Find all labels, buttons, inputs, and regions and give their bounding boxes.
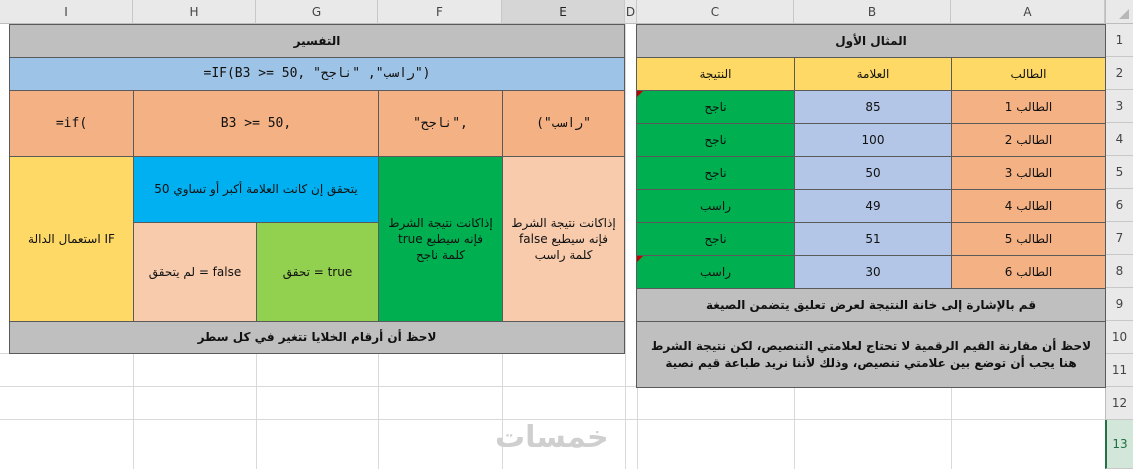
part-false-value[interactable]: ("راسب" <box>502 90 625 157</box>
row-header-7[interactable]: 7 <box>1105 222 1133 255</box>
student-cell[interactable]: الطالب 4 <box>951 189 1106 223</box>
column-header-i[interactable]: I <box>0 0 133 24</box>
result-cell[interactable]: ناجح <box>636 90 795 124</box>
result-cell[interactable]: ناجح <box>636 123 795 157</box>
row-header-1[interactable]: 1 <box>1105 24 1133 57</box>
header-grade[interactable]: العلامة <box>794 57 952 91</box>
explain-not-met[interactable]: لم يتحقق = false <box>133 222 257 322</box>
student-cell[interactable]: الطالب 1 <box>951 90 1106 124</box>
row-header-10[interactable]: 10 <box>1105 321 1133 354</box>
column-header-e[interactable]: E <box>502 0 625 24</box>
grade-cell[interactable]: 30 <box>794 255 952 289</box>
header-student[interactable]: الطالب <box>951 57 1106 91</box>
explanation-title[interactable]: التفسير <box>9 24 625 58</box>
column-header-f[interactable]: F <box>378 0 502 24</box>
column-header-d[interactable]: D <box>625 0 637 24</box>
row-header-2[interactable]: 2 <box>1105 57 1133 90</box>
note-cell-numbers[interactable]: لاحظ أن أرقام الخلايا تتغير في كل سطر <box>9 321 625 354</box>
column-header-h[interactable]: H <box>133 0 256 24</box>
row-header-12[interactable]: 12 <box>1105 387 1133 420</box>
part-if[interactable]: =if( <box>9 90 134 157</box>
select-all-corner[interactable] <box>1105 0 1133 24</box>
example-title[interactable]: المثال الأول <box>636 24 1106 58</box>
student-cell[interactable]: الطالب 6 <box>951 255 1106 289</box>
grade-cell[interactable]: 49 <box>794 189 952 223</box>
student-cell[interactable]: الطالب 2 <box>951 123 1106 157</box>
result-cell[interactable]: راسب <box>636 189 795 223</box>
row-header-4[interactable]: 4 <box>1105 123 1133 156</box>
grade-cell[interactable]: 85 <box>794 90 952 124</box>
row-header-6[interactable]: 6 <box>1105 189 1133 222</box>
gridline <box>794 386 795 469</box>
row-header-9[interactable]: 9 <box>1105 288 1133 321</box>
explain-false-result[interactable]: إذاكانت نتيجة الشرط false فإنه سيطبع كلمة راسب <box>502 156 625 322</box>
formula-cell[interactable]: =IF(B3 >= 50, "راسب", "ناجح") <box>9 57 625 91</box>
row-header-13[interactable]: 13 <box>1105 420 1133 469</box>
note-quotes[interactable]: لاحظ أن مقارنة القيم الرقمية لا تحتاج لعلامتي التنصيص، لكن نتيجة الشرط هنا يجب أن توضع بين علامتي تنصيص، وذلك لأننا نريد طباعة قيم نصية <box>636 321 1106 388</box>
student-cell[interactable]: الطالب 5 <box>951 222 1106 256</box>
student-cell[interactable]: الطالب 3 <box>951 156 1106 190</box>
gridline <box>133 353 134 469</box>
result-cell[interactable]: ناجح <box>636 156 795 190</box>
row-header-11[interactable]: 11 <box>1105 354 1133 387</box>
gridline <box>378 353 379 469</box>
header-result[interactable]: النتيجة <box>636 57 795 91</box>
part-true-value[interactable]: "ناجح", <box>378 90 503 157</box>
gridline <box>637 386 638 469</box>
explain-met[interactable]: تحقق = true <box>256 222 379 322</box>
explain-true-result[interactable]: إذاكانت نتيجة الشرط true فإنه سيطبع كلمة ناجح <box>378 156 503 322</box>
gridline <box>256 353 257 469</box>
gridline <box>625 24 626 469</box>
column-header-c[interactable]: C <box>637 0 794 24</box>
grade-cell[interactable]: 51 <box>794 222 952 256</box>
grade-cell[interactable]: 100 <box>794 123 952 157</box>
note-hover-comment[interactable]: قم بالإشارة إلى خانة النتيجة لعرض تعليق يتضمن الصيغة <box>636 288 1106 322</box>
part-condition[interactable]: B3 >= 50, <box>133 90 379 157</box>
row-header-8[interactable]: 8 <box>1105 255 1133 288</box>
row-header-3[interactable]: 3 <box>1105 90 1133 123</box>
watermark-logo: خمسات <box>495 420 609 455</box>
gridline <box>951 386 952 469</box>
explain-check-condition[interactable]: يتحقق إن كانت العلامة أكبر أو تساوي 50 <box>133 156 379 223</box>
result-cell[interactable]: ناجح <box>636 222 795 256</box>
column-header-g[interactable]: G <box>256 0 378 24</box>
column-header-a[interactable]: A <box>951 0 1105 24</box>
result-cell[interactable]: راسب <box>636 255 795 289</box>
row-header-5[interactable]: 5 <box>1105 156 1133 189</box>
explain-use-if[interactable]: استعمال الدالة IF <box>9 156 134 322</box>
column-header-b[interactable]: B <box>794 0 951 24</box>
grade-cell[interactable]: 50 <box>794 156 952 190</box>
